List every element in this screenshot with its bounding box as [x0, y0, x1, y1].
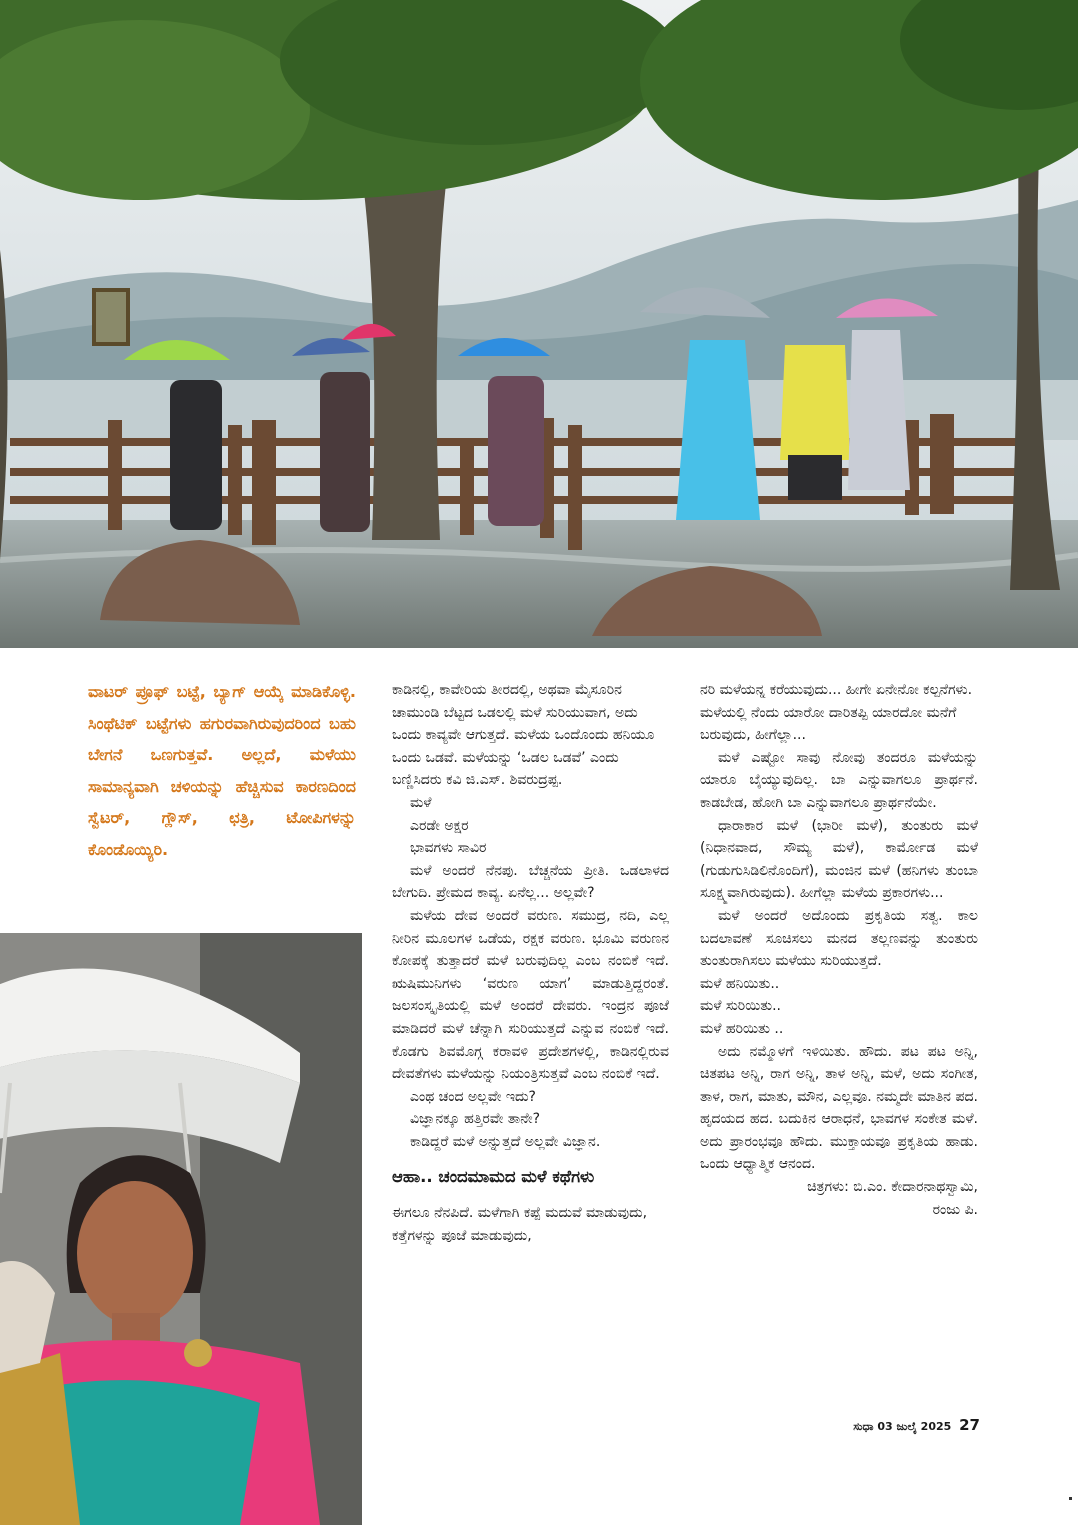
article-column-middle — [392, 679, 669, 1248]
section-subheading: ಆಹಾ.. ಚಂದಮಾಮದ ಮಳೆ ಕಥೆಗಳು — [392, 1167, 595, 1187]
photo-woman-with-umbrella — [0, 933, 362, 1525]
top-photo-rainy-viewpoint — [0, 0, 1078, 648]
verse-line: ವಿಜ್ಞಾನಕ್ಕೂ ಹತ್ತಿರವೇ ತಾನೇ? — [410, 1111, 541, 1128]
verse-line: ಭಾವಗಳು ಸಾವಿರ — [410, 840, 487, 857]
verse-line: ಮಳೆ ಸುರಿಯಿತು.. — [700, 998, 782, 1015]
tip-callout: ವಾಟರ್ ಪ್ರೂಫ್ ಬಟ್ಟೆ, ಬ್ಯಾಗ್ ಆಯ್ಕೆ ಮಾಡಿಕೊಳ್ಳಿ. ಸಿಂಥೆಟಿಕ್ ಬಟ್ಟೆಗಳು ಹಗುರವಾಗಿರುವುದರಿಂದ ಬಹು ಬೇಗನೆ ಒಣಗುತ್ತವೆ. ಅಲ್ಲದೆ, ಮಳೆಯು ಸಾಮಾನ್ಯವಾಗಿ ಚಳಿಯನ್ನು ಹೆಚ್ಚಿಸುವ ಕಾರಣದಿಂದ ಸ್ವೆಟರ್, ಗ್ಲೌಸ್, ಛತ್ರಿ, ಟೋಪಿಗಳನ್ನು ಕೊಂಡೊಯ್ಯಿರಿ. — [88, 682, 356, 859]
verse-line: ಕಾಡಿದ್ದರೆ ಮಳೆ ಅನ್ನುತ್ತದೆ ಅಲ್ಲವೇ ವಿಜ್ಞಾನ. — [410, 1133, 601, 1150]
margin-mark — [1069, 1497, 1072, 1500]
paragraph: ಧಾರಾಕಾರ ಮಳೆ (ಭಾರೀ ಮಳೆ), ತುಂತುರು ಮಳೆ (ನಿಧಾನವಾದ, ಸೌಮ್ಯ ಮಳೆ), ಕಾರ್ಮೋಡ ಮಳೆ (ಗುಡುಗುಸಿಡಿಲಿನೊಂದಿಗೆ), ಮಂಜಿನ ಮಳೆ (ಹನಿಗಳು ತುಂಬಾ ಸೂಕ್ಷ್ಮವಾಗಿರುವುದು). ಹೀಗೆಲ್ಲಾ ಮಳೆಯ ಪ್ರಕಾರಗಳು... — [700, 817, 978, 902]
paragraph: ಮಳೆ ಅಂದರೆ ನೆನಪು. ಬೆಚ್ಚನೆಯ ಪ್ರೀತಿ. ಒಡಲಾಳದ ಬೇಗುದಿ. ಪ್ರೇಮದ ಕಾವ್ಯ. ಏನೆಲ್ಲ... ಅಲ್ಲವೇ? — [392, 862, 669, 902]
paragraph: ಕಾಡಿನಲ್ಲಿ, ಕಾವೇರಿಯ ತೀರದಲ್ಲಿ, ಅಥವಾ ಮೈಸೂರಿನ ಚಾಮುಂಡಿ ಬೆಟ್ಟದ ಒಡಲಲ್ಲಿ ಮಳೆ ಸುರಿಯುವಾಗ, ಅದು ಒಂದು ಕಾವ್ಯವೇ ಆಗುತ್ತದೆ. ಮಳೆಯ ಒಂದೊಂದು ಹನಿಯೂ ಒಂದು ಒಡವೆ. ಮಳೆಯನ್ನು ‘ಒಡಲ ಒಡವೆ’ ಎಂದು ಬಣ್ಣಿಸಿದರು ಕವಿ ಜಿ.ಎಸ್. ಶಿವರುದ್ರಪ್ಪ. — [392, 682, 655, 789]
paragraph: ಅದು ನಮ್ಮೊಳಗೆ ಇಳಿಯಿತು. ಹೌದು. ಪಟ ಪಟ ಅನ್ನಿ, ಚಿತಪಟ ಅನ್ನಿ, ರಾಗ ಅನ್ನಿ, ತಾಳ ಅನ್ನಿ, ಮಳೆ, ಅದು ಸಂಗೀತ, ತಾಳ, ರಾಗ, ಮಾತು, ಮೌನ, ಎಲ್ಲವೂ. ನಮ್ಮದೇ ಮಾತಿನ ಪದ. ಹೃದಯದ ಹದ. ಬದುಕಿನ ಆರಾಧನೆ, ಭಾವಗಳ ಸಂಕೇತ ಮಳೆ. ಅದು ಪ್ರಾರಂಭವೂ ಹೌದು. ಮುಕ್ತಾಯವೂ ಪ್ರಕೃತಿಯ ಹಾಡು. ಒಂದು ಆಧ್ಯಾತ್ಮಿಕ ಆನಂದ. — [700, 1043, 978, 1173]
page-number: 27 — [959, 1416, 980, 1434]
photo-credit: ರಂಜು ಪಿ. — [932, 1201, 978, 1218]
issue-date: 03 ಜುಲೈ 2025 — [877, 1420, 952, 1433]
paragraph: ಮಳೆ ಎಷ್ಟೋ ಸಾವು ನೋವು ತಂದರೂ ಮಳೆಯನ್ನು ಯಾರೂ ಬೈಯ್ಯುವುದಿಲ್ಲ. ಬಾ ಎನ್ನುವಾಗಲೂ ಪ್ರಾರ್ಥನೆ. ಕಾಡಬೇಡ, ಹೋಗಿ ಬಾ ಎನ್ನುವಾಗಲೂ ಪ್ರಾರ್ಥನೆಯೇ. — [700, 749, 978, 811]
verse-line: ಮಳೆ — [410, 794, 432, 811]
article-column-right — [700, 679, 978, 1221]
page-footer — [820, 1416, 980, 1434]
verse-line: ಮಳೆ ಹರಿಯಿತು .. — [700, 1020, 784, 1037]
paragraph: ಮಳೆಯ ದೇವ ಅಂದರೆ ವರುಣ. ಸಮುದ್ರ, ನದಿ, ಎಲ್ಲ ನೀರಿನ ಮೂಲಗಳ ಒಡೆಯ, ರಕ್ಷಕ ವರುಣ. ಭೂಮಿ ವರುಣನ ಕೋಪಕ್ಕೆ ತುತ್ತಾದರೆ ಮಳೆ ಬರುವುದಿಲ್ಲ ಎಂಬ ನಂಬಿಕೆ ಇದೆ. ಋಷಿಮುನಿಗಳು ‘ವರುಣ ಯಾಗ’ ಮಾಡುತ್ತಿದ್ದರಂತೆ. ಜಲಸಂಸ್ಕೃತಿಯಲ್ಲಿ ಮಳೆ ಅಂದರೆ ದೇವರು. ಇಂದ್ರನ ಪೂಜೆ ಮಾಡಿದರೆ ಮಳೆ ಚೆನ್ನಾಗಿ ಸುರಿಯುತ್ತದೆ ಎನ್ನುವ ನಂಬಿಕೆ ಇದೆ. ಕೊಡಗು ಶಿವಮೊಗ್ಗ ಕರಾವಳಿ ಪ್ರದೇಶಗಳಲ್ಲಿ, ಕಾಡಿನಲ್ಲಿರುವ ದೇವತೆಗಳು ಮಳೆಯನ್ನು ನಿಯಂತ್ರಿಸುತ್ತವೆ ಎಂಬ ನಂಬಿಕೆ ಇದೆ. — [392, 907, 669, 1083]
paragraph: ಈಗಲೂ ನೆನಪಿದೆ. ಮಳೆಗಾಗಿ ಕಪ್ಪೆ ಮದುವೆ ಮಾಡುವುದು, ಕತ್ತೆಗಳನ್ನು ಪೂಜೆ ಮಾಡುವುದು, — [392, 1205, 648, 1245]
paragraph: ಮಳೆ ಅಂದರೆ ಅದೊಂದು ಪ್ರಕೃತಿಯ ಸತ್ವ. ಕಾಲ ಬದಲಾವಣೆ ಸೂಚಿಸಲು ಮನದ ತಲ್ಲಣವನ್ನು ತುಂತುರು ತುಂತುರಾಗಿಸಲು ಮಳೆಯು ಸುರಿಯುತ್ತದೆ. — [700, 907, 978, 970]
verse-line: ಎಂಥ ಚಂದ ಅಲ್ಲವೇ ಇದು? — [410, 1088, 536, 1105]
verse-line: ಎರಡೇ ಅಕ್ಷರ — [410, 817, 469, 834]
magazine-name: ಸುಧಾ — [853, 1420, 874, 1433]
verse-line: ಮಳೆ ಹನಿಯಿತು.. — [700, 975, 780, 992]
photo-credit: ಚಿತ್ರಗಳು: ಬಿ.ಎಂ. ಕೇದಾರನಾಥಸ್ವಾಮಿ, — [807, 1179, 978, 1196]
paragraph: ನರಿ ಮಳೆಯನ್ನ ಕರೆಯುವುದು... ಹೀಗೇ ಏನೇನೋ ಕಲ್ಪನೆಗಳು. ಮಳೆಯಲ್ಲಿ ನೆಂದು ಯಾರೋ ದಾರಿತಪ್ಪಿ ಯಾರದೋ ಮನೆಗೆ ಬರುವುದು, ಹೀಗೆಲ್ಲಾ... — [700, 682, 973, 744]
